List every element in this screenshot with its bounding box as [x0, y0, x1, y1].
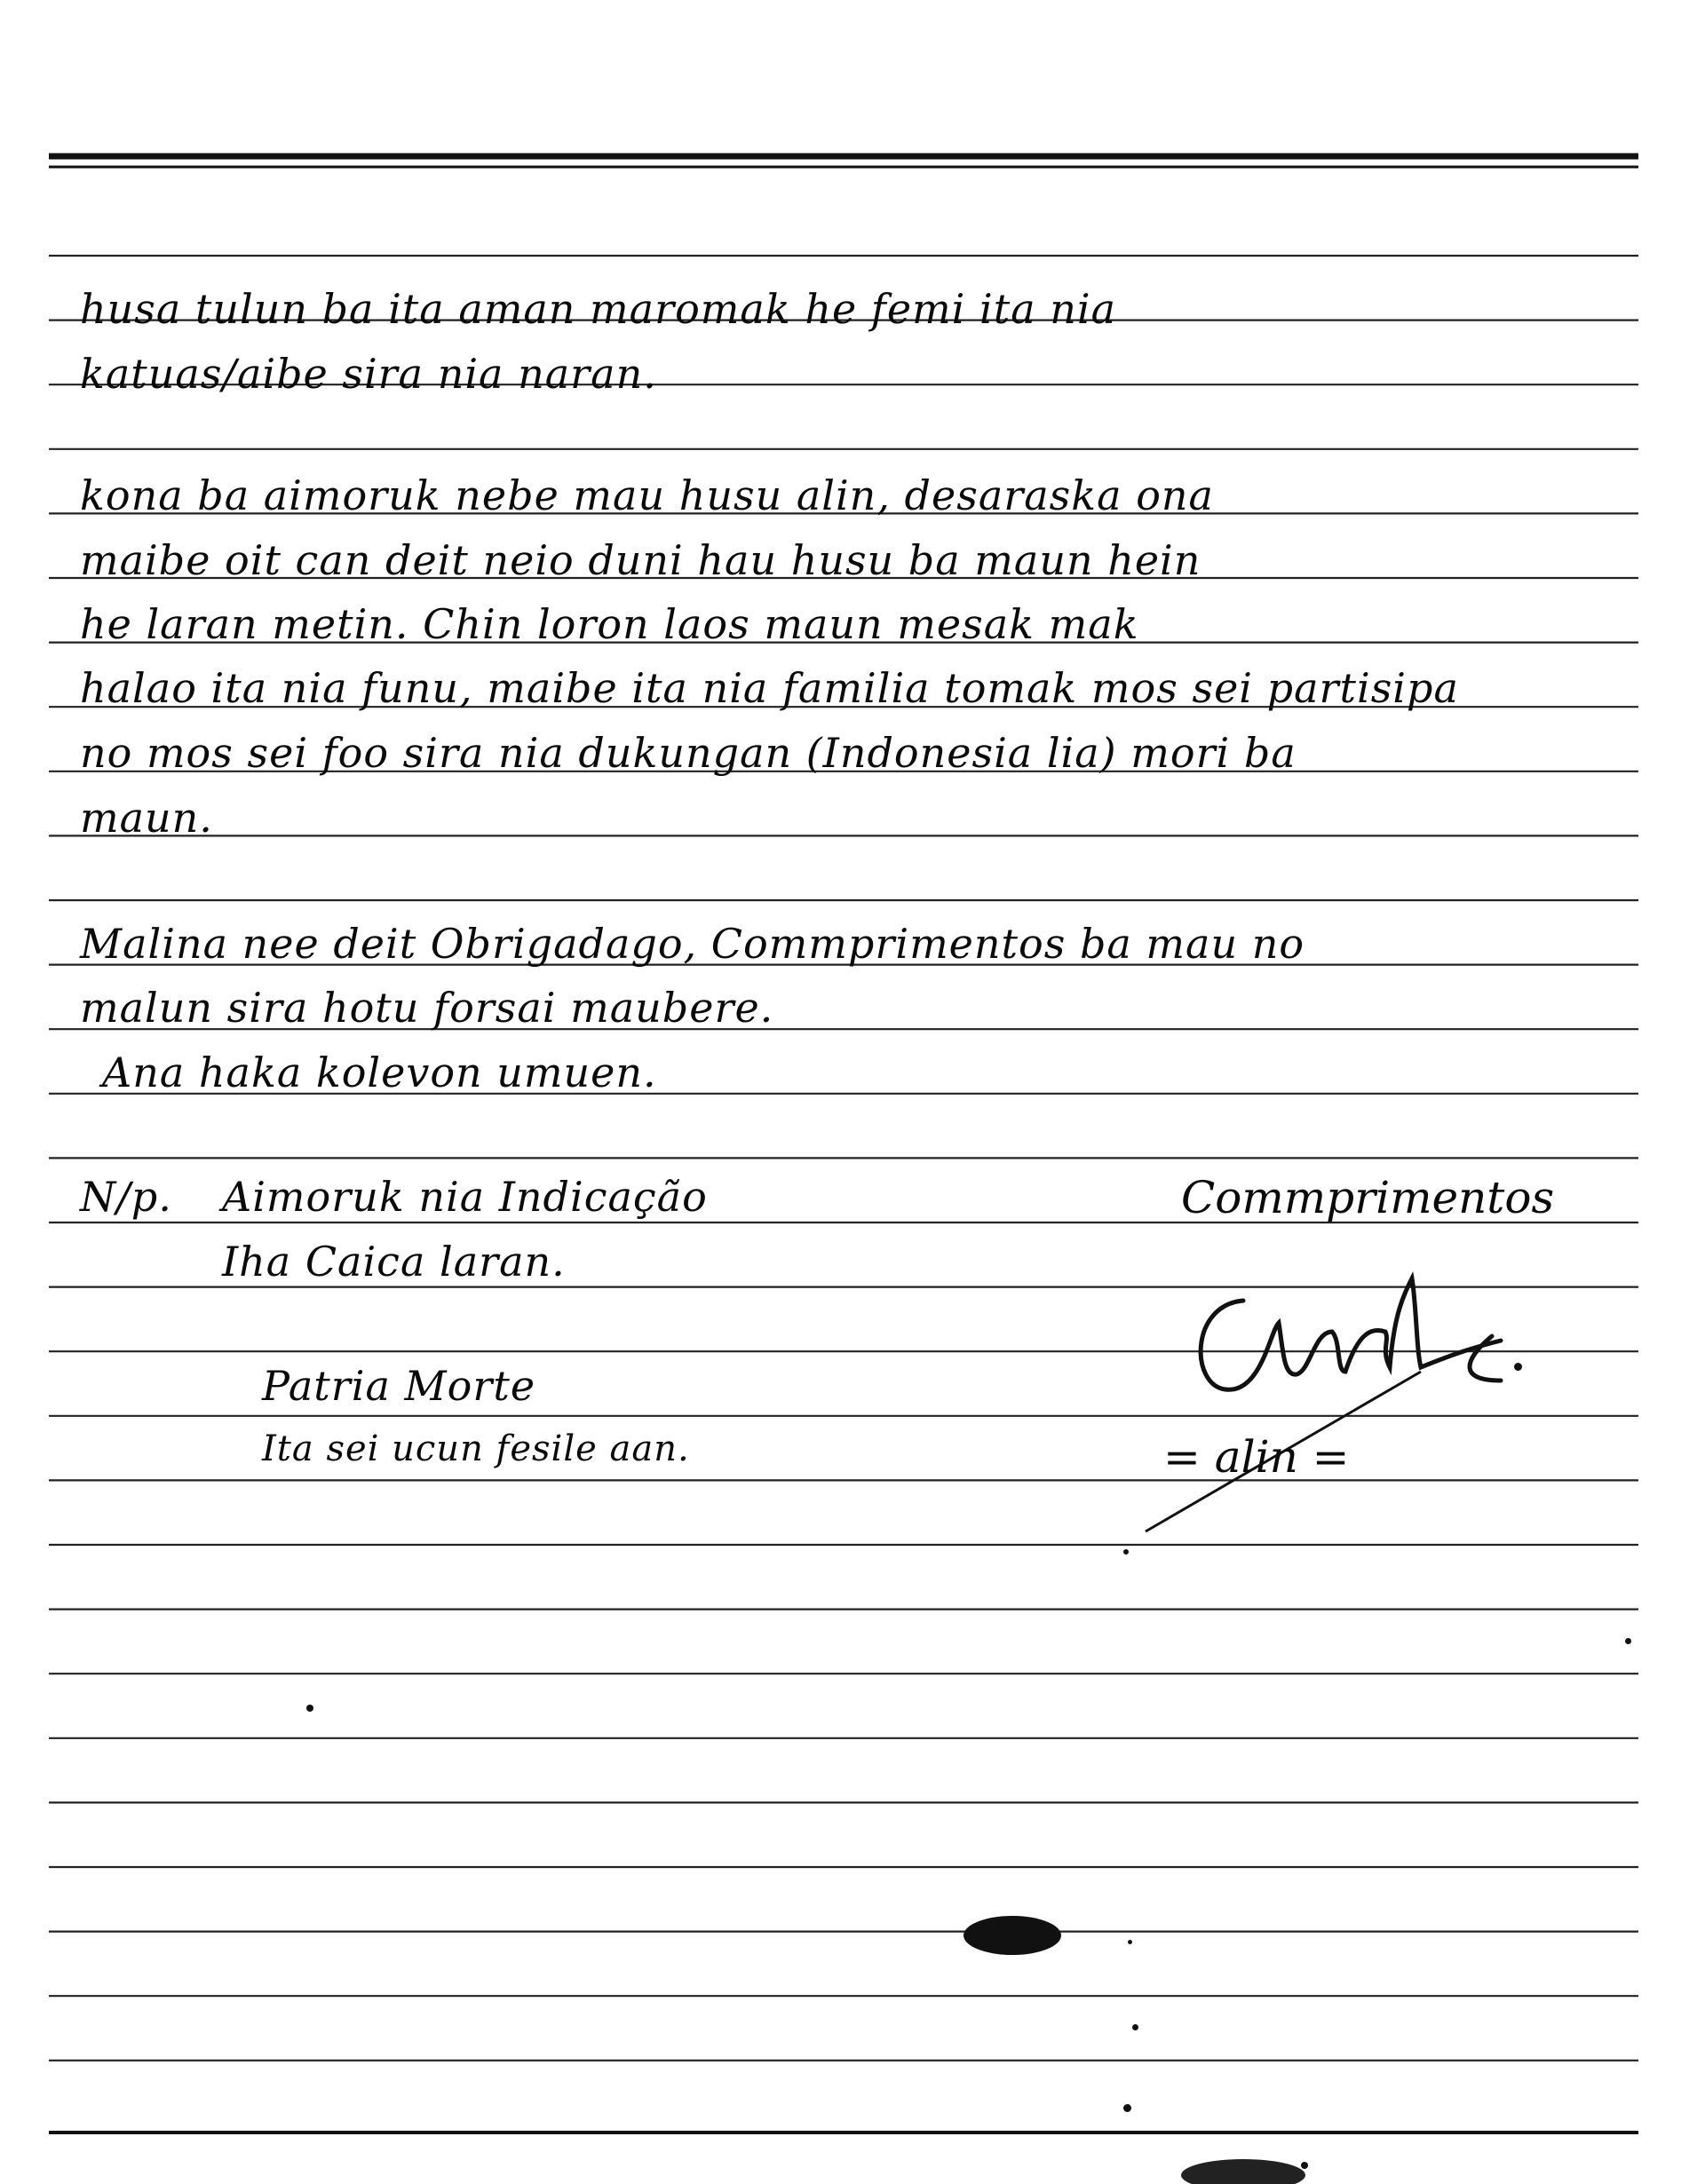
- ink-speck: [1301, 2162, 1308, 2169]
- ink-speck: [1128, 1940, 1132, 1944]
- postscript-line-1: Aimoruk nia Indicação: [222, 1173, 708, 1221]
- ink-speck: [1123, 2104, 1131, 2112]
- letter-line-11: Ana haka kolevon umuen.: [102, 1048, 657, 1096]
- letter-line-10: malun sira hotu forsai maubere.: [80, 984, 774, 1032]
- letter-line-4: maibe oit can deit neio duni hau husu ba maun hein: [80, 536, 1201, 584]
- ink-speck: [1123, 1549, 1129, 1555]
- closing-signoff: = alin =: [1163, 1431, 1350, 1483]
- ink-blot-bottom: [1181, 2159, 1305, 2184]
- letter-line-7: no mos sei foo sira nia dukungan (Indonesia lia) mori ba: [80, 729, 1297, 777]
- note-line-2: Ita sei ucun fesile aan.: [262, 1428, 690, 1469]
- closing-greeting: Commprimentos: [1181, 1172, 1555, 1223]
- letter-line-9: Malina nee deit Obrigadago, Commprimentos ba mau no: [80, 920, 1305, 968]
- note-line-1: Patria Morte: [262, 1362, 536, 1410]
- letter-line-8: maun.: [80, 794, 213, 842]
- letter-line-5: he laran metin. Chin loron laos maun mesak mak: [80, 600, 1139, 648]
- ink-speck: [1514, 1363, 1522, 1371]
- postscript-marker: N/p.: [80, 1173, 172, 1221]
- ink-speck: [1625, 1638, 1631, 1644]
- ink-speck: [1132, 2024, 1138, 2030]
- ink-blot: [964, 1916, 1061, 1955]
- letter-line-2: katuas/aibe sira nia naran.: [80, 350, 657, 398]
- letter-line-3: kona ba aimoruk nebe mau husu alin, desaraska ona: [80, 471, 1214, 519]
- postscript-line-2: Iha Caica laran.: [222, 1238, 566, 1286]
- letter-line-1: husa tulun ba ita aman maromak he femi ita nia: [80, 285, 1117, 333]
- ink-speck: [306, 1705, 313, 1712]
- letter-line-6: halao ita nia funu, maibe ita nia familia tomak mos sei partisipa: [80, 664, 1459, 712]
